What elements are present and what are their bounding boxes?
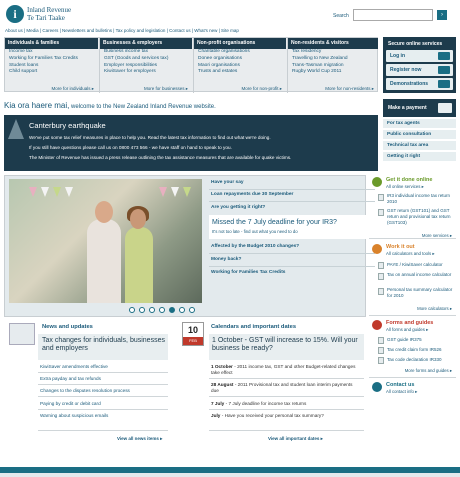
nav-header-nonresidents[interactable]: Non-residents & visitors	[288, 38, 378, 49]
earthquake-notice	[4, 115, 378, 171]
form-icon	[378, 194, 384, 201]
bunting-flag	[159, 187, 167, 197]
calendar-date: July	[211, 413, 221, 418]
divider	[209, 189, 375, 190]
feature-panel	[4, 175, 366, 317]
feature-link[interactable]: Have your say	[211, 180, 244, 185]
nav-item[interactable]: Trusts and estates	[198, 69, 238, 75]
view-all-news-link[interactable]: View all news items ▸	[117, 436, 163, 441]
nav-more-link[interactable]: More for businesses ▸	[143, 86, 188, 91]
welcome-text: welcome to the New Zealand Inland Revenue website.	[71, 104, 216, 110]
carousel-dot[interactable]	[139, 307, 145, 313]
contact-title[interactable]: Contact us	[386, 382, 415, 388]
welcome-message	[4, 101, 216, 110]
secure-title: Secure online services	[388, 41, 443, 47]
feature-highlight-title[interactable]: Missed the 7 July deadline for your IR3?	[212, 219, 337, 226]
carousel-dot[interactable]	[159, 307, 165, 313]
nav-header-individuals[interactable]: Individuals & families	[5, 38, 98, 49]
man-head	[95, 201, 113, 223]
calculator-link[interactable]: Personal tax summary calculator for 2010	[387, 287, 453, 298]
divider	[369, 315, 456, 316]
calendar-text: - Have you received your personal tax summary?	[221, 413, 324, 418]
divider	[209, 430, 364, 431]
divider	[369, 377, 456, 378]
inland-revenue-logo[interactable]: i	[6, 5, 24, 23]
calendar-date: 1 October	[211, 364, 233, 369]
contact-info-link[interactable]: All contact info ▸	[386, 389, 418, 394]
side-link-tax-agents[interactable]: For tax agents	[383, 119, 456, 129]
calculator-link[interactable]: PAYE / KiwiSaver calculator	[387, 262, 443, 267]
feature-photo[interactable]	[9, 179, 202, 303]
main-navigation	[4, 37, 378, 92]
secure-online-services	[383, 37, 456, 93]
carousel-dot[interactable]	[189, 307, 195, 313]
news-title[interactable]: News and updates	[42, 324, 93, 330]
more-services-link[interactable]: More services ▸	[421, 233, 452, 238]
register-label: Register now	[390, 67, 422, 73]
nav-header-nonprofit[interactable]: Non-profit organisations	[194, 38, 286, 49]
monitor-icon	[438, 80, 450, 88]
forms-title[interactable]: Forms and guides	[386, 320, 434, 326]
login-label: Log in	[390, 53, 405, 59]
nav-item[interactable]: Income tax	[9, 49, 33, 54]
card-icon	[438, 103, 452, 113]
calendar-item	[211, 401, 306, 406]
pdf-icon	[378, 337, 384, 344]
carousel-dot[interactable]	[149, 307, 155, 313]
more-forms-link[interactable]: More forms and guides ▸	[404, 368, 452, 373]
nav-more-link[interactable]: More for individuals ▸	[51, 86, 94, 91]
news-item[interactable]: Paying by credit or debit card	[40, 401, 101, 406]
contact-box	[369, 380, 456, 400]
all-forms-link[interactable]: All forms and guides ▸	[386, 327, 429, 332]
divider	[209, 253, 375, 254]
feature-highlight-subtitle: It's not too late - find out what you need to do	[212, 229, 298, 234]
feature-link[interactable]: Money back?	[211, 257, 242, 262]
calendar-text: - 7 July deadline for income tax returns	[225, 401, 307, 406]
get-it-done-title[interactable]: Get it done online	[386, 177, 433, 183]
feature-link[interactable]: Working for Families Tax Credits	[211, 270, 286, 275]
divider	[369, 238, 456, 239]
news-headline[interactable]: Tax changes for individuals, businesses and employers	[42, 337, 165, 352]
form-link[interactable]: Tax credit claim form IR526	[387, 347, 442, 352]
make-payment-button[interactable]	[383, 99, 456, 117]
demonstrations-label: Demonstrations	[390, 81, 429, 87]
forms-guides-box	[369, 318, 456, 376]
carousel-dots	[129, 307, 205, 315]
warning-icon	[8, 119, 24, 139]
service-link[interactable]: GST return (GST101) and GST return and provisional tax return (GST103)	[387, 208, 451, 225]
woman-head	[130, 209, 146, 229]
divider	[209, 396, 364, 397]
news-item[interactable]: KiwiSaver amendments effective	[40, 364, 108, 369]
brand-name: Inland Revenue	[27, 6, 72, 14]
nav-item[interactable]: Student loans	[9, 62, 39, 68]
calendar-item	[211, 382, 361, 394]
side-link-consultation[interactable]: Public consultation	[383, 130, 456, 140]
nav-more-link[interactable]: More for non-profit ▸	[241, 86, 282, 91]
bunting-flag	[65, 187, 73, 197]
forms-icon	[372, 320, 382, 330]
earthquake-line: The Minister of Revenue has issued a press release outlining the tax assistance measures that are available for quake victims.	[29, 155, 292, 160]
nav-column-nonprofit	[193, 38, 286, 93]
all-online-services-link[interactable]: All online services ▸	[386, 184, 424, 189]
calculator-icon	[372, 244, 382, 254]
earthquake-line: If you still have questions please call us on 0800 473 566 - we have staff on hand to speak to you.	[29, 145, 232, 150]
utility-links[interactable]: About us | Media | Careers | Newsletters and bulletins | Tax policy and legislation | Contact us | What's new | Site map	[5, 28, 239, 33]
work-it-out-title[interactable]: Work it out	[386, 244, 415, 250]
calendar-text: - 2011 Provisional tax and student loan interim payments due	[211, 382, 353, 393]
bunting-flag	[53, 187, 61, 197]
search-label: Search	[333, 13, 349, 19]
calendar-month: FEB	[183, 337, 203, 345]
news-item[interactable]: Warning about suspicious emails	[40, 413, 109, 418]
nav-column-businesses	[99, 38, 192, 93]
calculator-icon	[378, 288, 384, 295]
view-all-dates-link[interactable]: View all important dates ▸	[268, 436, 323, 441]
key-icon	[438, 66, 450, 74]
calculator-link[interactable]: Tax on annual income calculator	[387, 272, 452, 277]
calendar-date: 7 July	[211, 401, 225, 406]
divider	[209, 266, 375, 267]
calendar-icon	[182, 322, 204, 346]
bunting-flag	[183, 187, 191, 197]
service-link[interactable]: IR3 individual income tax return 2010	[387, 193, 451, 204]
calculator-icon	[378, 262, 384, 269]
calendar-text: - 2011 income tax, GST and other Budget-related changes take effect	[211, 364, 356, 375]
demonstrations-button[interactable]	[386, 78, 453, 90]
man-figure	[87, 219, 121, 303]
nav-item[interactable]: Business income tax	[104, 49, 148, 54]
feature-link[interactable]: Loan repayments due 30 September	[211, 192, 294, 197]
nav-item[interactable]: Employer responsibilities	[104, 62, 158, 68]
calendar-headline[interactable]: 1 October - GST will increase to 15%. Will your business be ready?	[212, 337, 358, 352]
divider	[38, 409, 168, 410]
newspaper-icon	[9, 323, 35, 345]
nav-item[interactable]: Rugby World Cup 2011	[292, 69, 342, 75]
welcome-greeting: Kia ora haere mai,	[4, 101, 70, 110]
calendar-title[interactable]: Calendars and important dates	[211, 324, 297, 330]
divider	[38, 384, 168, 385]
carousel-dot[interactable]	[179, 307, 185, 313]
nav-item[interactable]: Maori organisations	[198, 62, 240, 68]
calculator-icon	[378, 273, 384, 280]
login-icon	[438, 52, 450, 60]
carousel-dot[interactable]	[169, 307, 175, 313]
make-payment-label: Make a payment	[388, 105, 427, 111]
nav-column-individuals	[5, 38, 98, 93]
divider	[38, 396, 168, 397]
more-calculators-link[interactable]: More calculators ▸	[417, 306, 452, 311]
divider	[38, 372, 168, 373]
pdf-icon	[378, 357, 384, 364]
nav-column-nonresidents	[287, 38, 378, 93]
news-item[interactable]: Changes to the disputes resolution process	[40, 388, 130, 393]
search-button[interactable]: ›	[437, 10, 447, 20]
form-link[interactable]: GST guide IR375	[387, 337, 422, 342]
calendar-day: 10	[187, 325, 198, 335]
brand-name-maori: Te Tari Taake	[27, 14, 65, 22]
bunting-flag	[29, 187, 37, 197]
carousel-dot[interactable]	[129, 307, 135, 313]
nav-header-businesses[interactable]: Businesses & employers	[100, 38, 192, 49]
calendar-item	[211, 364, 361, 376]
feature-link[interactable]: Affected by the Budget 2010 changes?	[211, 244, 300, 249]
news-item[interactable]: Extra payday and tax refunds	[40, 376, 101, 381]
nav-item[interactable]: Child support	[9, 69, 38, 75]
login-button[interactable]	[386, 50, 453, 62]
nav-item[interactable]: Working for Families Tax Credits	[9, 55, 78, 61]
divider	[209, 409, 364, 410]
feature-link[interactable]: Are you getting it right?	[211, 205, 266, 210]
register-button[interactable]	[386, 64, 453, 76]
nav-item[interactable]: Travelling to New Zealand	[292, 55, 348, 61]
divider	[209, 378, 364, 379]
woman-figure	[125, 227, 153, 303]
nav-item[interactable]: Tax residency	[292, 49, 322, 54]
side-link-getting-right[interactable]: Getting it right	[383, 152, 456, 162]
search-input[interactable]	[353, 9, 433, 21]
nav-item[interactable]: Donee organisations	[198, 55, 243, 61]
contact-icon	[372, 382, 382, 392]
form-link[interactable]: Tax code declaration IR330	[387, 357, 442, 362]
bunting-flag	[171, 187, 179, 197]
nav-more-link[interactable]: More for non-residents ▸	[325, 86, 374, 91]
calendar-date: 28 August	[211, 382, 234, 387]
footer-strip	[0, 473, 460, 477]
all-calculators-link[interactable]: All calculators and tools ▸	[386, 251, 435, 256]
online-services-icon	[372, 177, 382, 187]
earthquake-line: We've put some tax relief measures in place to help you. Read the latest tax information to find out what we're doing.	[29, 135, 271, 140]
pdf-icon	[378, 347, 384, 354]
nav-item[interactable]: Charitable organisations	[198, 49, 250, 54]
nav-item[interactable]: KiwiSaver for employers	[104, 69, 156, 75]
divider	[209, 201, 375, 202]
nav-item[interactable]: GST (Goods and services tax)	[104, 55, 169, 61]
divider	[38, 430, 168, 431]
side-link-technical[interactable]: Technical tax area	[383, 141, 456, 151]
earthquake-title[interactable]: Canterbury earthquake	[29, 121, 106, 130]
nav-item[interactable]: Trans-Tasman migration	[292, 62, 344, 68]
form-icon	[378, 209, 384, 216]
bunting-flag	[41, 187, 49, 197]
work-it-out-box	[369, 242, 456, 314]
calendar-item	[211, 413, 324, 418]
